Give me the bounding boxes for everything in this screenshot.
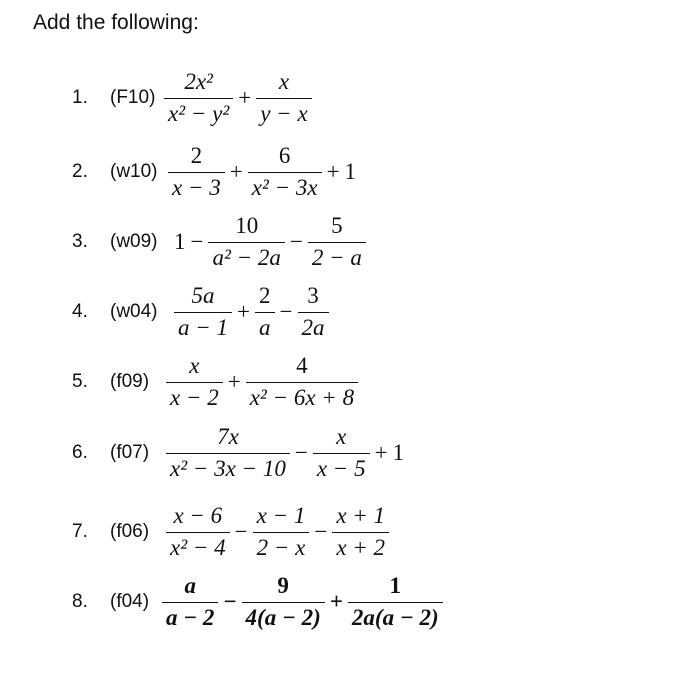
fraction	[162, 574, 218, 629]
numerator: 4	[296, 353, 308, 379]
problem-number: 6.	[72, 442, 88, 463]
problem-number: 2.	[72, 161, 88, 182]
numerator: 2	[190, 143, 203, 169]
fraction	[242, 574, 325, 629]
fraction	[166, 354, 223, 409]
problem-number: 7.	[72, 521, 88, 542]
problem-1	[0, 64, 677, 132]
numerator: 5	[331, 213, 343, 239]
numerator: 7x	[217, 424, 239, 450]
operator: −	[279, 299, 293, 324]
denominator: 4(a − 2)	[242, 602, 325, 630]
operator: +	[329, 589, 343, 614]
fraction	[174, 284, 232, 339]
fraction	[313, 425, 370, 480]
operator: +	[374, 440, 388, 465]
problem-code: (w10)	[110, 161, 158, 182]
worksheet-heading: Add the following:	[33, 11, 199, 34]
problem-number: 1.	[72, 87, 88, 108]
fraction	[166, 504, 230, 559]
fraction	[332, 504, 389, 559]
numerator: 2	[259, 283, 271, 309]
denominator: x − 2	[166, 382, 223, 410]
numerator: 5a	[191, 283, 215, 309]
numerator: x − 1	[256, 503, 306, 529]
operator: −	[223, 589, 237, 614]
fraction	[248, 144, 322, 199]
operator: −	[314, 519, 328, 544]
denominator: 2a	[298, 312, 329, 340]
problem-5	[0, 350, 677, 414]
problem-code: (w09)	[110, 231, 158, 252]
expression	[164, 425, 406, 480]
problem-2	[0, 140, 677, 204]
problem-3	[0, 210, 677, 274]
problem-code: (f09)	[110, 371, 150, 392]
problem-number: 4.	[72, 301, 88, 322]
denominator: x − 3	[168, 172, 225, 200]
operator: +	[229, 159, 243, 184]
numerator: a	[184, 573, 196, 599]
problem-code: (w04)	[110, 301, 158, 322]
problem-code: (f06)	[110, 521, 150, 542]
operator: −	[234, 519, 248, 544]
numerator: 6	[278, 143, 291, 169]
numerator: x + 1	[336, 503, 386, 529]
numerator: x	[278, 69, 290, 95]
fraction	[168, 144, 225, 199]
expression	[164, 504, 391, 559]
operator: +	[227, 369, 241, 394]
fraction	[164, 70, 233, 125]
numerator: x	[189, 353, 200, 379]
operator: −	[294, 440, 308, 465]
fraction	[308, 214, 366, 269]
operator: −	[190, 229, 204, 254]
denominator: 2 − a	[308, 242, 366, 270]
denominator: x² − y²	[164, 98, 233, 126]
denominator: y − x	[256, 98, 311, 126]
problem-number: 5.	[72, 371, 88, 392]
numerator: 9	[277, 573, 289, 599]
numerator: x	[336, 424, 347, 450]
numerator: 1	[389, 573, 402, 599]
denominator: a	[255, 312, 275, 340]
numerator: x − 6	[173, 503, 223, 529]
denominator: 2 − x	[253, 532, 310, 560]
expression	[172, 284, 331, 339]
fraction	[256, 70, 311, 125]
problem-code: (F10)	[110, 87, 156, 108]
expression	[172, 214, 368, 269]
expression	[160, 574, 445, 629]
fraction	[246, 354, 358, 409]
problem-8	[0, 568, 677, 636]
operator: +	[238, 85, 252, 110]
denominator: x² − 3x − 10	[166, 453, 290, 481]
expression	[162, 70, 314, 125]
operator: +	[326, 159, 340, 184]
numerator: 3	[307, 283, 319, 309]
operator: +	[237, 299, 251, 324]
problem-code: (f07)	[110, 442, 150, 463]
fraction	[255, 284, 275, 339]
fraction	[298, 284, 329, 339]
problem-number: 8.	[72, 591, 88, 612]
denominator: x + 2	[332, 532, 389, 560]
fraction	[166, 425, 290, 480]
constant-term: 1	[392, 440, 405, 465]
constant-term: 1	[344, 159, 357, 184]
constant-term: 1	[174, 229, 186, 254]
expression	[164, 354, 360, 409]
numerator: 2x²	[184, 69, 213, 95]
denominator: x − 5	[313, 453, 370, 481]
denominator: 2a(a − 2)	[348, 602, 443, 630]
problem-4	[0, 280, 677, 344]
denominator: a − 1	[174, 312, 232, 340]
expression	[166, 144, 358, 199]
numerator: 10	[235, 213, 259, 239]
problem-6	[0, 420, 677, 486]
denominator: a − 2	[162, 602, 218, 630]
denominator: x² − 6x + 8	[246, 382, 358, 410]
problem-code: (f04)	[110, 591, 150, 612]
fraction	[348, 574, 443, 629]
fraction	[253, 504, 310, 559]
problem-number: 3.	[72, 231, 88, 252]
problem-7	[0, 498, 677, 566]
denominator: x² − 3x	[248, 172, 322, 200]
denominator: x² − 4	[166, 532, 230, 560]
fraction	[208, 214, 284, 269]
operator: −	[289, 229, 303, 254]
denominator: a² − 2a	[208, 242, 284, 270]
